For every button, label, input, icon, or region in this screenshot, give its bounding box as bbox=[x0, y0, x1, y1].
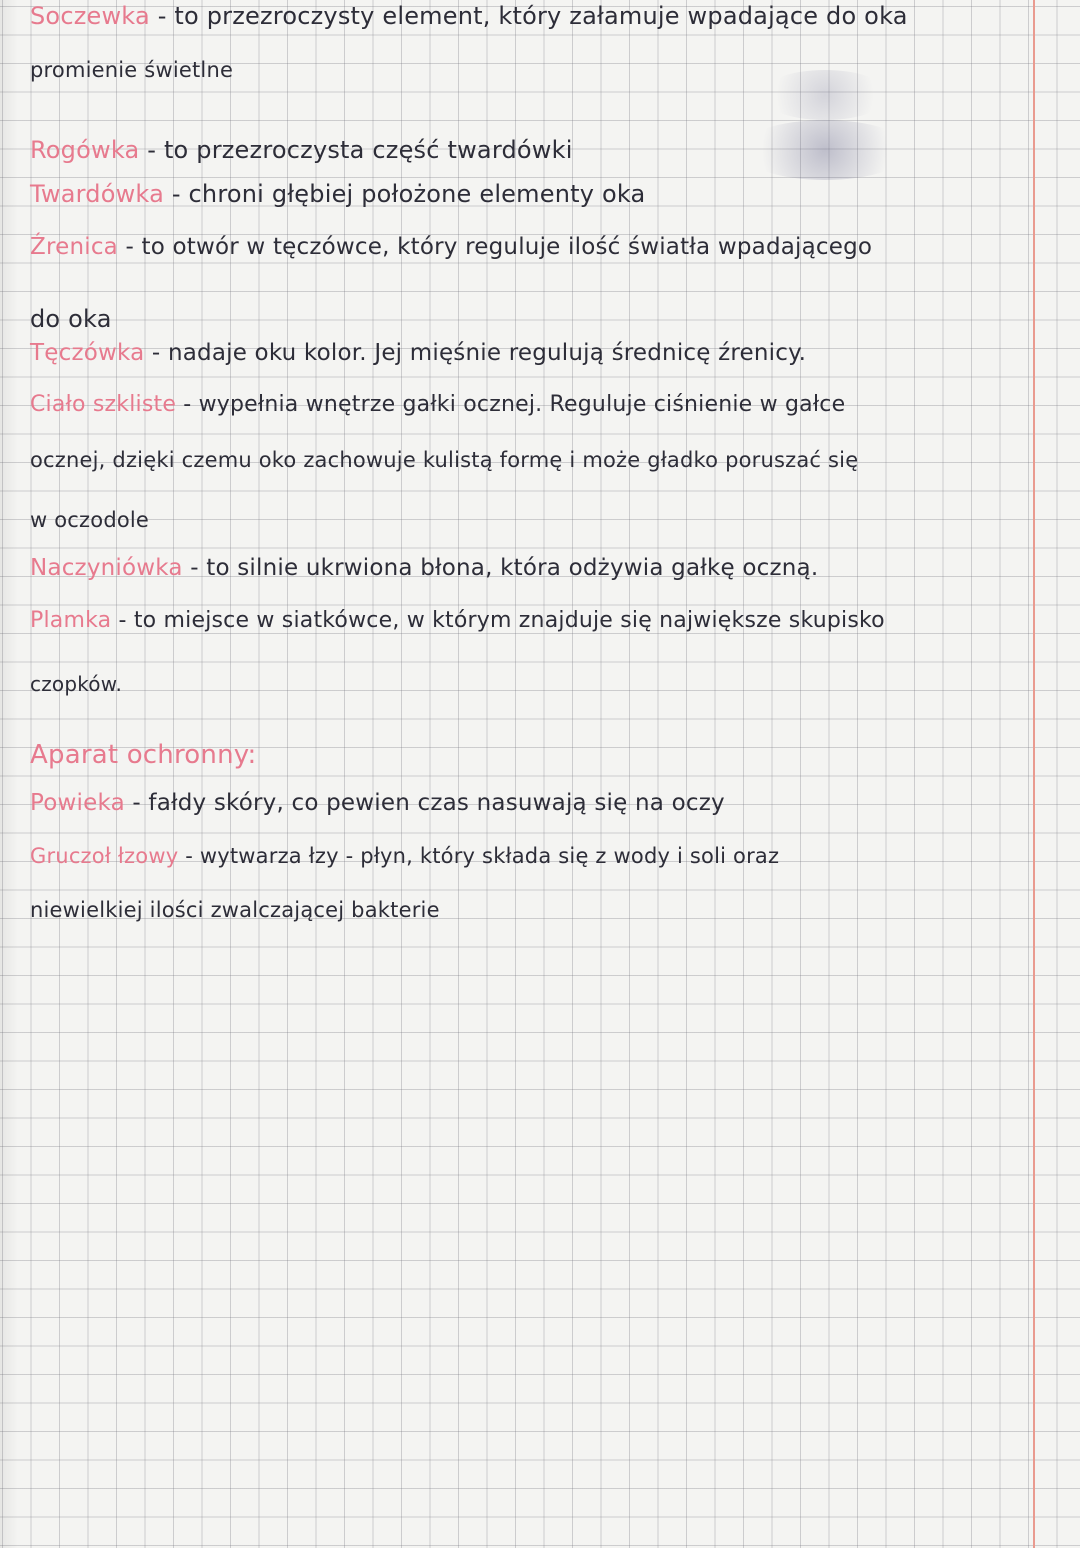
note-text: - to przezroczysta część twardówki bbox=[139, 136, 573, 164]
note-line bbox=[30, 898, 440, 922]
note-line bbox=[30, 392, 845, 417]
note-line bbox=[30, 58, 233, 82]
note-term: Tęczówka bbox=[30, 340, 145, 366]
note-text: - to silnie ukrwiona błona, która odżywia gałkę oczną. bbox=[182, 555, 819, 581]
note-term: Źrenica bbox=[30, 234, 118, 260]
note-line bbox=[30, 555, 818, 581]
note-text: niewielkiej ilości zwalczającej bakterie bbox=[30, 898, 440, 922]
note-text: promienie świetlne bbox=[30, 58, 234, 82]
section-heading bbox=[30, 740, 256, 770]
note-term: Gruczoł łzowy bbox=[30, 844, 179, 868]
note-term: Powieka bbox=[30, 790, 125, 816]
note-text: - to przezroczysty element, który załamuje wpadające do oka bbox=[149, 2, 908, 30]
page-left-shadow bbox=[0, 0, 18, 1548]
note-text: - to miejsce w siatkówce, w którym znajduje się największe skupisko bbox=[111, 608, 885, 633]
margin-line bbox=[1033, 0, 1035, 1548]
note-text: - fałdy skóry, co pewien czas nasuwają się na oczy bbox=[124, 790, 725, 816]
note-text: ocznej, dzięki czemu oko zachowuje kulistą formę i może gładko poruszać się bbox=[30, 448, 859, 472]
note-line bbox=[30, 448, 858, 472]
note-term: Plamka bbox=[30, 608, 112, 633]
note-text: - wypełnia wnętrze gałki ocznej. Reguluje ciśnienie w gałce bbox=[176, 392, 846, 417]
note-line bbox=[30, 2, 908, 30]
note-line bbox=[30, 340, 806, 366]
note-term: Naczyniówka bbox=[30, 555, 183, 581]
note-term: Aparat ochronny bbox=[30, 740, 248, 770]
note-line bbox=[30, 508, 149, 532]
note-text: - chroni głębiej położone elementy oka bbox=[164, 180, 646, 208]
note-text: - nadaje oku kolor. Jej mięśnie regulują średnicę źrenicy. bbox=[144, 340, 807, 366]
note-text: w oczodole bbox=[30, 508, 150, 532]
note-text: do oka bbox=[30, 305, 112, 333]
note-text: czopków. bbox=[30, 672, 123, 696]
note-line bbox=[30, 672, 122, 696]
note-line bbox=[30, 136, 573, 164]
note-line bbox=[30, 608, 885, 633]
ink-smudge bbox=[740, 120, 910, 180]
note-term: Twardówka bbox=[30, 180, 164, 208]
note-text: : bbox=[247, 740, 257, 770]
note-term: Rogówka bbox=[30, 136, 140, 164]
note-line bbox=[30, 844, 779, 868]
note-line bbox=[30, 305, 112, 333]
ink-smudge bbox=[760, 70, 890, 120]
note-line bbox=[30, 790, 725, 816]
note-term: Soczewka bbox=[30, 2, 150, 30]
note-text: - to otwór w tęczówce, który reguluje ilość światła wpadającego bbox=[117, 234, 873, 260]
note-term: Ciało szkliste bbox=[30, 392, 177, 417]
note-text: - wytwarza łzy - płyn, który składa się z wody i soli oraz bbox=[178, 844, 780, 868]
note-line bbox=[30, 234, 872, 260]
note-line bbox=[30, 180, 645, 208]
